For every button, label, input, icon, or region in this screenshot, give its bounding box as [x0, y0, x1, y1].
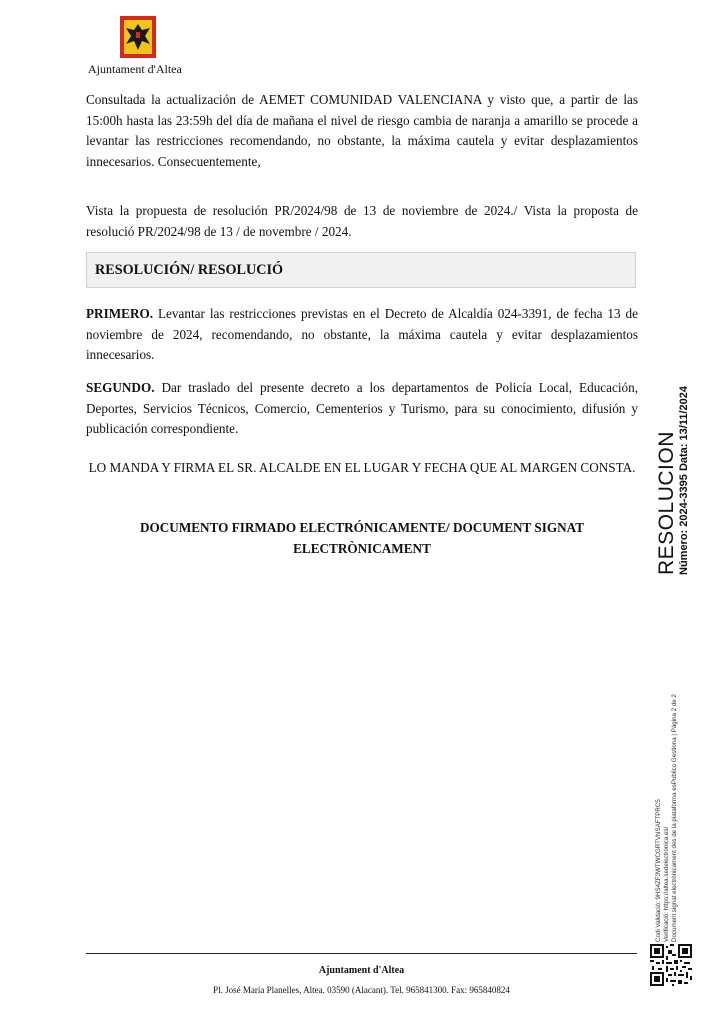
- primero-label: PRIMERO.: [86, 306, 154, 321]
- doc-number-date: Número: 2024-3395 Data: 13/11/2024: [678, 386, 690, 575]
- footer-org-name: Ajuntament d'Altea: [318, 965, 405, 976]
- altea-coat-of-arms-logo: [120, 16, 156, 58]
- segundo-label: SEGUNDO.: [86, 380, 155, 395]
- resolution-header-box: [86, 252, 636, 288]
- doc-type-label: RESOLUCION: [655, 431, 678, 575]
- segundo-text: Dar traslado del presente decreto a los departamentos de Policía Local, Educación, Deportes, Servicios Técnicos, Comercio, Cementerios y Turismo, para su conocimiento, difusión y publicación correspondiente.: [86, 380, 638, 436]
- signed-platform-note: Document signat electrònicament des de la plataforma esPublico Gestiona | Pàgina 2 de 2: [671, 694, 678, 942]
- mandate-text: LO MANDA Y FIRMA EL SR. ALCALDE EN EL LUGAR Y FECHA QUE AL MARGEN CONSTA.: [88, 460, 636, 475]
- verification-url: Verificació: https://altea.sedelectronica.es/: [663, 826, 670, 942]
- proposal-paragraph: Vista la propuesta de resolución PR/2024/98 de 13 de noviembre de 2024./ Vista la proposta de resolució PR/2024/98 de 13 / de novembre / 2024.: [86, 203, 638, 239]
- footer-divider: [86, 953, 637, 954]
- footer-address: Pl. José María Planelles, Altea. 03590 (Alacant). Tel. 965841300. Fax: 965840824: [213, 985, 510, 995]
- validation-code: Codi Validació: 9HS4ZF3WTWCGRTVNSAFTPRC5: [655, 799, 662, 942]
- qr-code-icon: [650, 944, 692, 986]
- signed-text: DOCUMENTO FIRMADO ELECTRÓNICAMENTE/ DOCUMENT SIGNAT ELECTRÒNICAMENT: [139, 520, 584, 556]
- intro-paragraph: Consultada la actualización de AEMET COMUNIDAD VALENCIANA y visto que, a partir de las 15:00h hasta las 23:59h del día de mañana el nivel de riesgo cambia de naranja a amarillo se procede a levantar las restricciones recomendando, no obstante, la máxima cautela y evitar desplazamientos innecesarios. Consecuentemente,: [86, 92, 638, 169]
- section-title: RESOLUCIÓN/ RESOLUCIÓ: [95, 262, 284, 278]
- primero-text: Levantar las restricciones previstas en el Decreto de Alcaldía 024-3391, de fecha 13 de noviembre de 2024, recomendando, no obstante, la máxima cautela y evitar desplazamientos innecesarios.: [86, 306, 638, 362]
- segundo-paragraph: [86, 378, 638, 440]
- primero-paragraph: [86, 304, 638, 366]
- header-org-name: Ajuntament d'Altea: [88, 62, 182, 76]
